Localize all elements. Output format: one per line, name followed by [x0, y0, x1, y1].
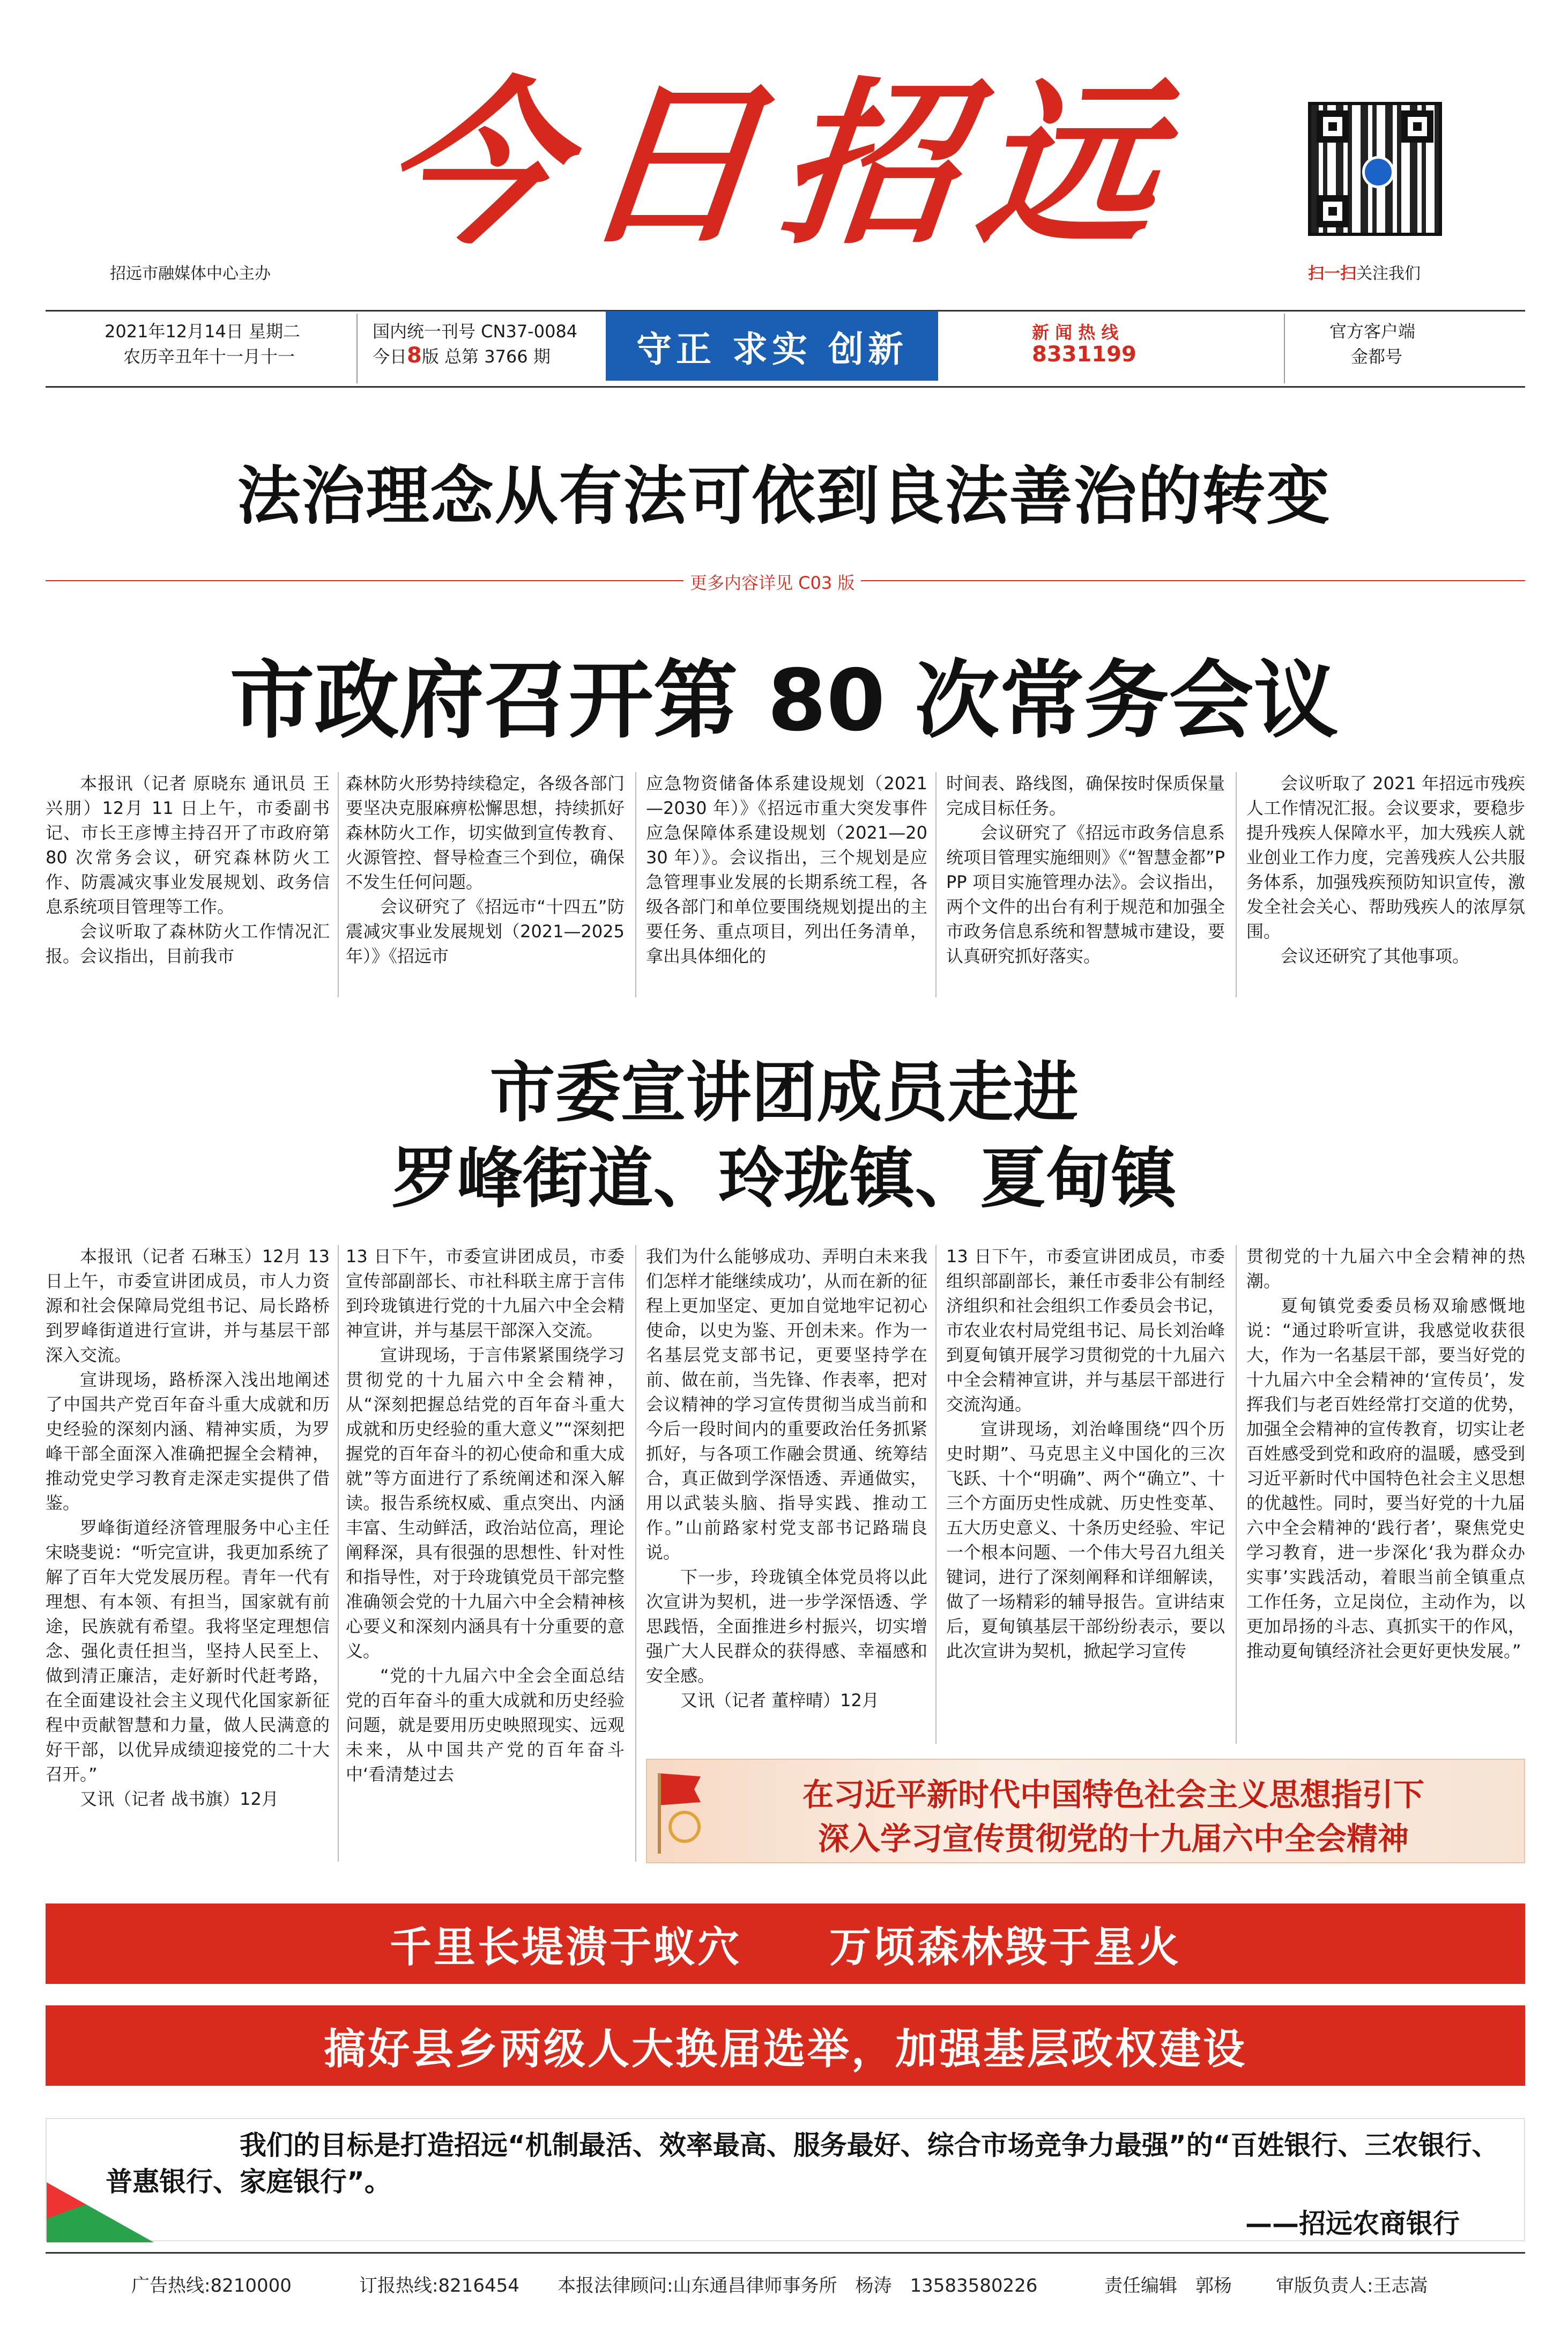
theme-banner[interactable]	[646, 1759, 1525, 1863]
legal-counsel: 本报法律顾问:山东通昌律师事务所 杨涛 13583580226	[558, 2275, 1038, 2297]
article1-column-3	[646, 771, 927, 968]
ad-hotline: 广告热线:8210000	[131, 2275, 292, 2297]
paragraph: 又讯（记者 董梓晴）12月	[680, 1690, 879, 1710]
column-rule	[338, 772, 339, 997]
paragraph: 又讯（记者 战书旗）12月	[80, 1789, 279, 1809]
footer-rule	[46, 2252, 1525, 2254]
paragraph: 会议研究了《招远市“十四五”防震减灾事业发展规划（2021—2025 年）》《招远市	[346, 897, 625, 966]
client-name: 金都号	[1351, 346, 1403, 367]
scan-label: 扫一扫	[1308, 264, 1356, 283]
paragraph: 我们为什么能够成功、弄明白未来我们怎样才能继续成功’，从而在新的征程上更加坚定、更加自觉地牢记初心使命，以史为鉴、开创未来。作为一名基层党支部书记，更要坚持学在前、做在前，当先锋、作表率，把对会议精神的学习宣传贯彻当成当前和今后一段时间内的重要政治任务抓紧抓好，与各项工作融会贯通、统筹结合，真正做到学深悟透、弄通做实，用以武装头脑、指导实践、推动工作。”山前路家村党支部书记路瑞良说。	[646, 1246, 927, 1562]
column-rule	[935, 772, 937, 997]
article1-column-2	[346, 771, 625, 968]
column-rule	[1236, 1245, 1237, 1744]
cn-number: 国内统一刊号 CN37-0084	[373, 321, 578, 342]
edition-prefix: 今日	[373, 346, 407, 367]
article2-column-5	[1246, 1244, 1525, 1663]
edition-count: 8	[407, 343, 422, 368]
paragraph: 下一步，玲珑镇全体党员将以此次宣讲为契机，进一步学深悟透、学思践悟，全面推进乡村振兴，切实增强广大人民群众的获得感、幸福感和安全感。	[646, 1567, 927, 1686]
motto-badge: 守正 求实 创新	[606, 311, 938, 381]
paragraph: 13 日下午，市委宣讲团成员，市委组织部副部长，兼任市委非公有制经济组织和社会组织工作委员会书记，市农业农村局党组书记、局长刘治峰到夏甸镇开展学习贯彻党的十九届六中全会精神宣讲，并与基层干部进行交流沟通。	[946, 1246, 1225, 1414]
info-separator	[1284, 314, 1285, 383]
paragraph: 会议听取了 2021 年招远市残疾人工作情况汇报。会议要求，要稳步提升残疾人保障水平，加大残疾人就业创业工作力度，完善残疾人公共服务体系，加强残疾预防知识宣传，激发全社会关心、帮助残疾人的浓厚氛围。	[1246, 773, 1525, 942]
hotline-number: 8331199	[1032, 342, 1136, 367]
article1-column-5	[1246, 771, 1525, 968]
article2-column-1	[46, 1244, 330, 1811]
theme-line-2: 深入学习宣传贯彻党的十九届六中全会精神	[818, 1820, 1409, 1857]
slogan-banner-1: 千里长堤溃于蚁穴 万顷森林毁于星火	[46, 1903, 1525, 1984]
article2-headline-line2[interactable]: 罗峰街道、玲珑镇、夏甸镇	[391, 1140, 1177, 1217]
article1-column-1	[46, 771, 330, 968]
edition-suffix: 版 总第 3766 期	[421, 346, 551, 367]
theme-line-1: 在习近平新时代中国特色社会主义思想指引下	[802, 1776, 1424, 1813]
lead-headline[interactable]: 法治理念从有法可依到良法善治的转变	[237, 459, 1331, 533]
article2-column-2	[346, 1244, 625, 1787]
column-rule	[635, 772, 636, 997]
paragraph: “党的十九届六中全会全面总结党的百年奋斗的重大成就和历史经验问题，就是要用历史映照现实、远观未来，从中国共产党的百年奋斗中‘看清楚过去	[346, 1665, 625, 1784]
lunar-date: 农历辛丑年十一月十一	[123, 346, 295, 367]
bank-advert-text: 我们的目标是打造招远“机制最活、效率最高、服务最好、综合市场竞争力最强”的“百姓银行、三农银行、普惠银行、家庭银行”。	[106, 2130, 1499, 2197]
page-reviewer: 审版负责人:王志嵩	[1276, 2275, 1428, 2297]
paragraph: 夏甸镇党委委员杨双瑜感慨地说：“通过聆听宣讲，我感觉收获很大，作为一名基层干部，要当好党的十九届六中全会精神的‘宣传员’，发挥我们与老百姓经常打交道的优势，加强全会精神的宣传教育，切实让老百姓感受到党和政府的温暖，感受到习近平新时代中国特色社会主义思想的优越性。同时，要当好党的十九届六中全会精神的‘践行者’，聚焦党史学习教育，进一步深化‘我为群众办实事’实践活动，着眼当前全镇重点工作任务，立足岗位，主动作为，以更加昂扬的斗志、真抓实干的作风，推动夏甸镇经济社会更好更快发展。”	[1246, 1295, 1525, 1661]
masthead-logo: 今日招远	[373, 60, 1189, 268]
edition-info	[373, 343, 551, 368]
paragraph: 会议还研究了其他事项。	[1281, 946, 1470, 966]
bank-signature: ——招远农商银行	[1245, 2208, 1460, 2239]
responsible-editor: 责任编辑 郭杨	[1104, 2275, 1232, 2297]
column-rule	[1236, 772, 1237, 997]
organizer-text: 招远市融媒体中心主办	[110, 264, 271, 283]
paragraph: 13 日下午，市委宣讲团成员，市委宣传部副部长、市社科联主席于言伟到玲珑镇进行党的十九届六中全会精神宣讲，并与基层干部深入交流。	[346, 1246, 625, 1340]
paragraph: 本报讯（记者 石琳玉）12月 13 日上午，市委宣讲团成员，市人力资源和社会保障局党组书记、局长路桥到罗峰街道进行宣讲，并与基层干部深入交流。	[46, 1246, 330, 1365]
paragraph: 贯彻党的十九届六中全会精神的热潮。	[1246, 1246, 1525, 1291]
header-rule-bottom	[46, 386, 1525, 388]
column-rule	[635, 1245, 636, 1862]
lead-more-link[interactable]: 更多内容详见 C03 版	[683, 569, 861, 594]
info-separator	[356, 314, 358, 383]
article1-headline[interactable]: 市政府召开第 80 次常务会议	[229, 651, 1339, 750]
issue-date: 2021年12月14日 星期二	[105, 321, 301, 342]
hotline-label: 新 闻 热 线	[1032, 322, 1119, 343]
paragraph: 宣讲现场，刘治峰围绕“四个历史时期”、马克思主义中国化的三次飞跃、十个“明确”、两个“确立”、十三个方面历史性成就、历史性变革、五大历史意义、十条历史经验、牢记一个根本问题、一个伟大号召九组关键词，进行了深刻阐释和详细解读，做了一场精彩的辅导报告。宣讲结束后，夏甸镇基层干部纷纷表示，要以此次宣讲为契机，掀起学习宣传	[946, 1419, 1225, 1661]
subscription-hotline: 订报热线:8216454	[359, 2275, 519, 2297]
paragraph: 会议听取了森林防火工作情况汇报。会议指出，目前我市	[46, 921, 330, 966]
paragraph: 会议研究了《招远市政务信息系统项目管理实施细则》《“智慧金都”PPP 项目实施管理办法》。会议指出，两个文件的出台有利于规范和加强全市政务信息系统和智慧城市建设，要认真研究抓好落实。	[946, 823, 1225, 966]
qr-code-icon[interactable]	[1308, 102, 1442, 236]
paragraph: 森林防火形势持续稳定，各级各部门要坚决克服麻痹松懈思想，持续抓好森林防火工作，切实做到宣传教育、火源管控、督导检查三个到位，确保不发生任何问题。	[346, 773, 625, 892]
paragraph: 宣讲现场，于言伟紧紧围绕学习贯彻党的十九届六中全会精神，从“深刻把握总结党的百年奋斗重大成就和历史经验的重大意义”“深刻把握党的百年奋斗的初心使命和重大成就”等方面进行了系统阐述和深入解读。报告系统权威、重点突出、内涵丰富、生动鲜活，政治站位高，理论阐释深，具有很强的思想性、针对性和指导性，对于玲珑镇党员干部完整准确领会党的十九届六中全会精神核心要义和深刻内涵具有十分重要的意义。	[346, 1345, 625, 1661]
article2-headline-line1[interactable]: 市委宣讲团成员走进	[489, 1055, 1079, 1131]
slogan-banner-2: 搞好县乡两级人大换届选举，加强基层政权建设	[46, 2005, 1525, 2086]
paragraph: 时间表、路线图，确保按时保质保量完成目标任务。	[946, 773, 1225, 818]
article1-column-4	[946, 771, 1225, 968]
article2-column-3	[646, 1244, 927, 1713]
column-rule	[338, 1245, 339, 1862]
paragraph: 罗峰街道经济管理服务中心主任宋晓斐说：“听完宣讲，我更加系统了解了百年大党发展历程。青年一代有理想、有本领、有担当，国家就有前途，民族就有希望。我将坚定理想信念、强化责任担当，坚持人民至上、做到清正廉洁，走好新时代赶考路，在全面建设社会主义现代化国家新征程中贡献智慧和力量，做人民满意的好干部，以优异成绩迎接党的二十大召开。”	[46, 1517, 330, 1784]
paragraph: 本报讯（记者 原晓东 通讯员 王兴朋）12月 11 日上午，市委副书记、市长王彦博主持召开了市政府第 80 次常务会议，研究森林防火工作、防震减灾事业发展规划、政务信息系统项目管理等工作。	[46, 773, 330, 917]
column-rule	[935, 1245, 937, 1744]
flag-emblem-icon	[658, 1773, 706, 1854]
client-label: 官方客户端	[1329, 321, 1416, 342]
paragraph: 宣讲现场，路桥深入浅出地阐述了中国共产党百年奋斗重大成就和历史经验的深刻内涵、精神实质，为罗峰干部全面深入准确把握全会精神，推动党史学习教育走深走实提供了借鉴。	[46, 1369, 330, 1513]
paragraph: 应急物资储备体系建设规划（2021—2030 年）》《招远市重大突发事件应急保障体系建设规划（2021—2030 年）》。会议指出，三个规划是应急管理事业发展的长期系统工程，各级各部门和单位要围绕规划提出的主要任务、重点项目，列出任务清单，拿出具体细化的	[646, 773, 927, 966]
article2-column-4	[946, 1244, 1225, 1663]
scan-suffix: 关注我们	[1356, 264, 1421, 283]
bank-advert[interactable]	[46, 2118, 1525, 2241]
scan-caption	[1308, 260, 1421, 284]
